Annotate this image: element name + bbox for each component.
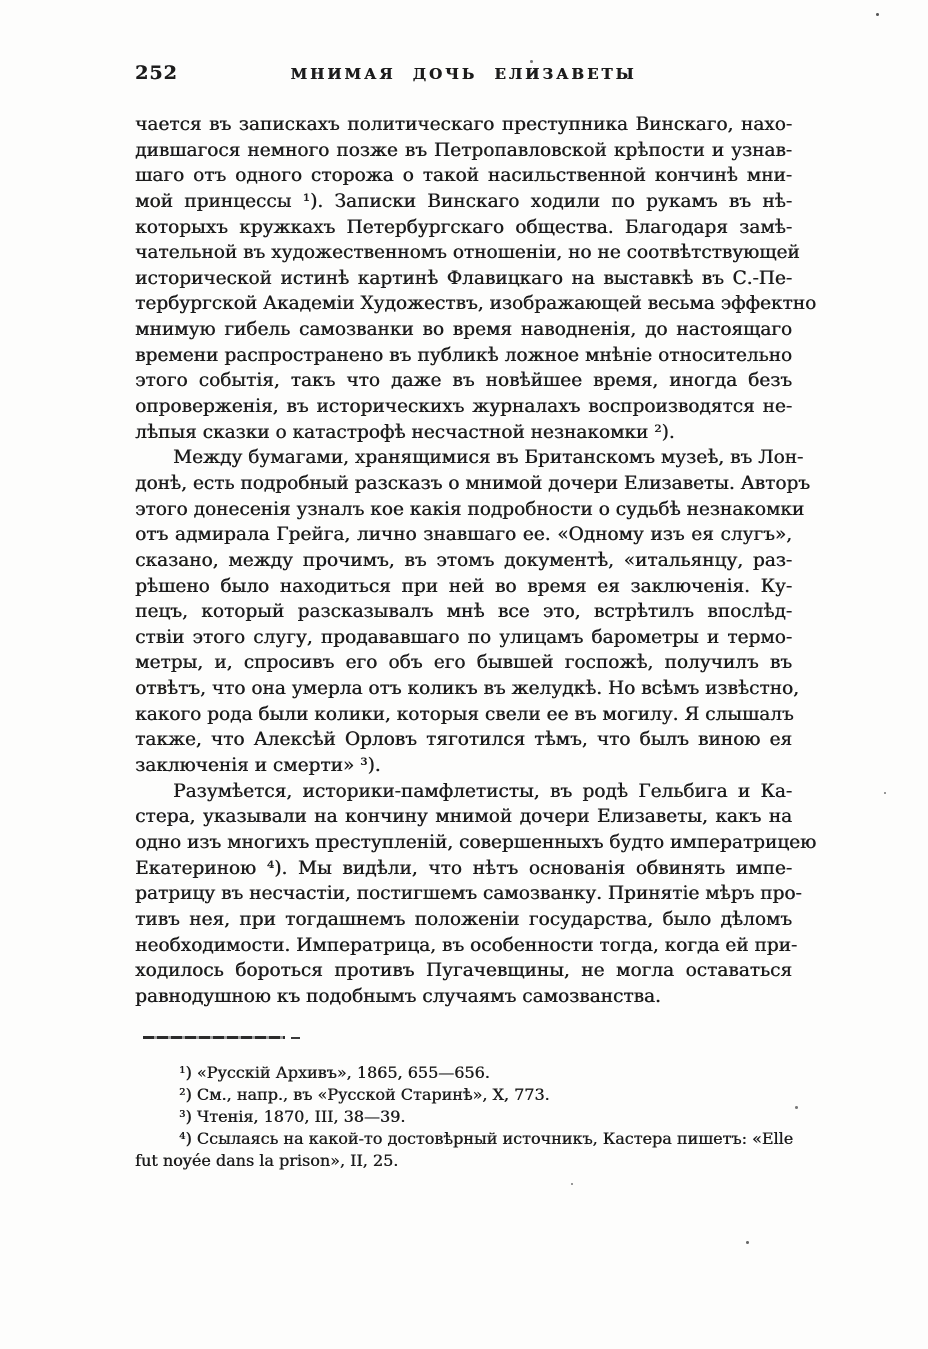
footnote-line: ¹) «Русскій Архивъ», 1865, 655—656. bbox=[179, 1063, 490, 1082]
scan-speck bbox=[876, 13, 879, 16]
text-line: стера, указывали на кончину мнимой дочери Елизаветы, какъ на bbox=[135, 806, 792, 828]
text-line: ратрицу въ несчастіи, постигшемъ самозванку. Принятіе мѣръ про- bbox=[135, 883, 802, 905]
text-line: Екатериною ⁴). Мы видѣли, что нѣтъ основанія обвинять импе- bbox=[135, 857, 792, 879]
footnote-line: ²) См., напр., въ «Русской Старинѣ», X, 773. bbox=[179, 1085, 550, 1104]
text-line: шаго отъ одного сторожа о такой насильственной кончинѣ мни- bbox=[135, 165, 792, 187]
text-line: Между бумагами, хранящимися въ Британскомъ музеѣ, въ Лон- bbox=[173, 447, 804, 469]
footnotes bbox=[135, 1062, 792, 1172]
text-line: ствіи этого слугу, продававшаго по улицамъ барометры и термо- bbox=[135, 626, 792, 648]
scan-speck bbox=[884, 792, 886, 794]
text-line: необходимости. Императрица, въ особенности тогда, когда ей при- bbox=[135, 934, 798, 956]
text-line: отвѣтъ, что она умерла отъ коликъ въ желудкѣ. Но всѣмъ извѣстно, bbox=[135, 678, 799, 700]
running-title: МНИМАЯ ДОЧЬ ЕЛИЗАВЕТЫ bbox=[290, 65, 637, 83]
scan-speck bbox=[746, 1241, 749, 1244]
text-line: заключенія и смерти» ³). bbox=[135, 755, 381, 777]
text-line: донѣ, есть подробный разсказъ о мнимой дочери Елизаветы. Авторъ bbox=[135, 472, 810, 494]
text-line: тивъ нея, при тогдашнемъ положеніи государства, было дѣломъ bbox=[135, 908, 792, 930]
scan-speck bbox=[571, 1183, 573, 1185]
text-line: рѣшено было находиться при ней во время ея заключенія. Ку- bbox=[135, 575, 792, 597]
text-line: метры, и, спросивъ его объ его бывшей госпожѣ, получилъ въ bbox=[135, 652, 792, 674]
footnote-line: fut noyée dans la prison», II, 25. bbox=[135, 1151, 399, 1170]
footnote-separator-dash bbox=[291, 1037, 300, 1039]
text-line: пецъ, который разсказывалъ мнѣ все это, встрѣтилъ впослѣд- bbox=[135, 601, 792, 623]
text-line: какого рода были колики, которыя свели ее въ могилу. Я слышалъ bbox=[135, 703, 794, 725]
text-line: исторической истинѣ картинѣ Флавицкаго на выставкѣ въ С.-Пе- bbox=[135, 267, 792, 289]
text-line: сказано, между прочимъ, въ этомъ документѣ, «итальянцу, раз- bbox=[135, 549, 792, 571]
text-line: ходилось бороться противъ Пугачевщины, не могла оставаться bbox=[135, 960, 792, 982]
text-line: мой принцессы ¹). Записки Винскаго ходили по рукамъ въ нѣ- bbox=[135, 190, 792, 212]
text-line: которыхъ кружкахъ Петербургскаго общества. Благодаря замѣ- bbox=[135, 216, 792, 238]
text-line: дившагося немного позже въ Петропавловской крѣпости и узнав- bbox=[135, 139, 792, 161]
footnote-line: ³) Чтенія, 1870, III, 38—39. bbox=[179, 1107, 406, 1126]
scan-speck bbox=[795, 1106, 798, 1109]
text-line: этого событія, такъ что даже въ новѣйшее время, иногда безъ bbox=[135, 370, 792, 392]
text-line: опроверженія, въ историческихъ журналахъ воспроизводятся не- bbox=[135, 396, 792, 418]
text-line: также, что Алексѣй Орловъ тяготился тѣмъ, что былъ виною ея bbox=[135, 729, 792, 751]
text-line: равнодушною къ подобнымъ случаямъ самозванства. bbox=[135, 985, 661, 1007]
text-line: Разумѣется, историки-памфлетисты, въ родѣ Гельбига и Ка- bbox=[173, 780, 792, 802]
text-line: чательной въ художественномъ отношеніи, но не соотвѣтствующей bbox=[135, 242, 800, 264]
text-line: этого донесенія узналъ кое какія подробности о судьбѣ незнакомки bbox=[135, 498, 805, 520]
running-head bbox=[135, 62, 792, 88]
text-line: одно изъ многихъ преступленій, совершенныхъ будто императрицею bbox=[135, 831, 817, 853]
body-text bbox=[135, 112, 817, 1009]
text-line: отъ адмирала Грейга, лично знавшаго ее. «Одному изъ ея слугъ», bbox=[135, 524, 792, 546]
text-line: чается въ запискахъ политическаго преступника Винскаго, нахо- bbox=[135, 114, 792, 135]
text-line: тербургской Академіи Художествъ, изображающей весьма эффектно bbox=[135, 293, 817, 315]
footnote-separator-rule bbox=[143, 1036, 285, 1039]
scan-speck bbox=[530, 60, 533, 63]
footnote-line: ⁴) Ссылаясь на какой-то достовѣрный источникъ, Кастера пишетъ: «Elle bbox=[179, 1129, 794, 1148]
text-line: времени распространено въ публикѣ ложное мнѣніе относительно bbox=[135, 344, 792, 366]
page-number: 252 bbox=[135, 62, 178, 84]
text-line: лѣпыя сказки о катастрофѣ несчастной незнакомки ²). bbox=[135, 421, 675, 443]
text-line: мнимую гибель самозванки во время наводненія, до настоящаго bbox=[135, 319, 792, 341]
